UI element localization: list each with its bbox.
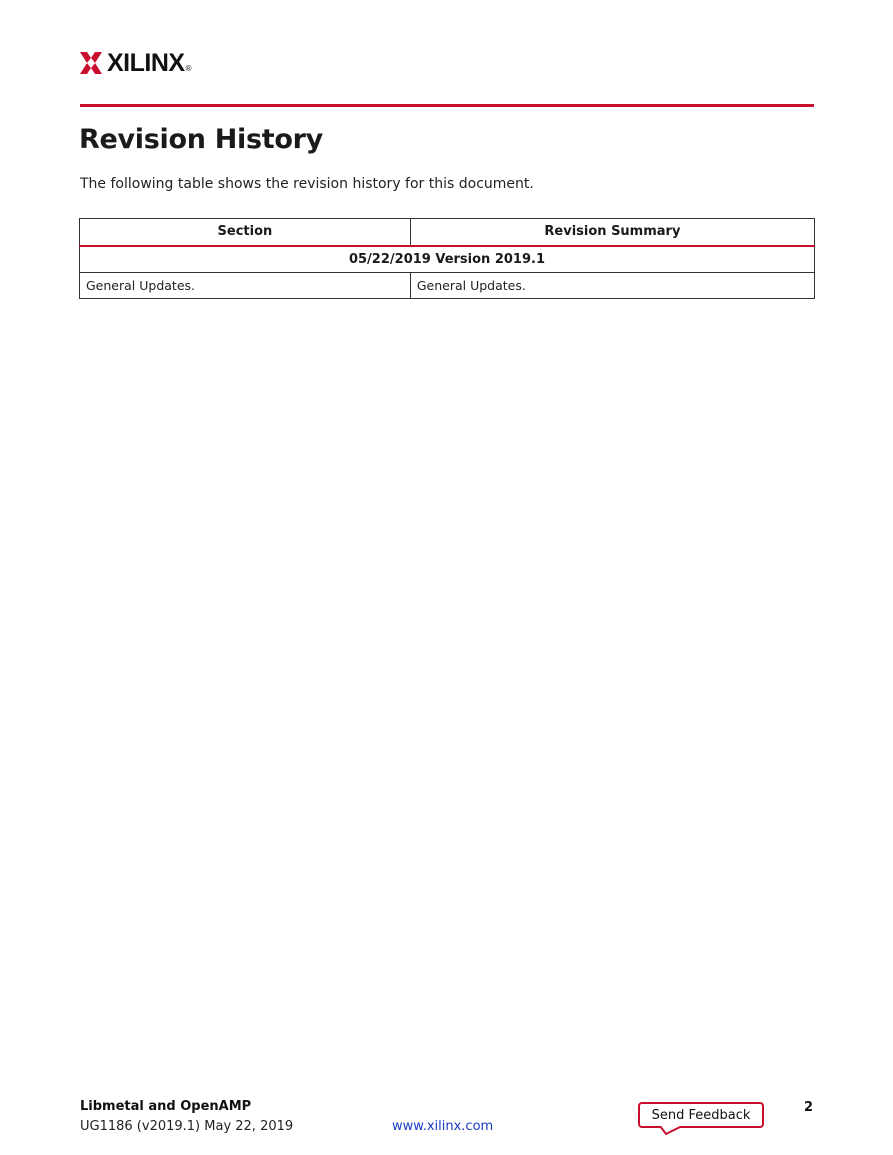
footer-doc-title: Libmetal and OpenAMP [80,1099,252,1114]
footer-doc-id: UG1186 (v2019.1) May 22, 2019 [80,1119,294,1134]
table-header-row [80,219,815,246]
feedback-speech-tail-icon [660,1126,682,1136]
logo-wordmark: XILINX [107,49,185,77]
header-divider [80,104,814,107]
registered-mark: ® [185,64,192,73]
column-header-section: Section [80,219,411,246]
column-header-revision-summary: Revision Summary [410,219,814,246]
table-cell-summary: General Updates. [410,273,814,299]
page-number: 2 [804,1100,814,1115]
version-label: 05/22/2019 Version 2019.1 [80,246,815,273]
send-feedback-button[interactable]: Send Feedback [638,1102,764,1128]
xilinx-x-logo-icon [80,52,102,74]
table-row [80,273,815,299]
footer-website-link[interactable]: www.xilinx.com [392,1119,494,1134]
page-title: Revision History [79,124,323,155]
table-cell-section: General Updates. [80,273,411,299]
xilinx-logo [80,49,191,77]
version-row [80,246,815,273]
intro-text: The following table shows the revision history for this document. [80,176,534,192]
revision-history-table [79,218,815,299]
